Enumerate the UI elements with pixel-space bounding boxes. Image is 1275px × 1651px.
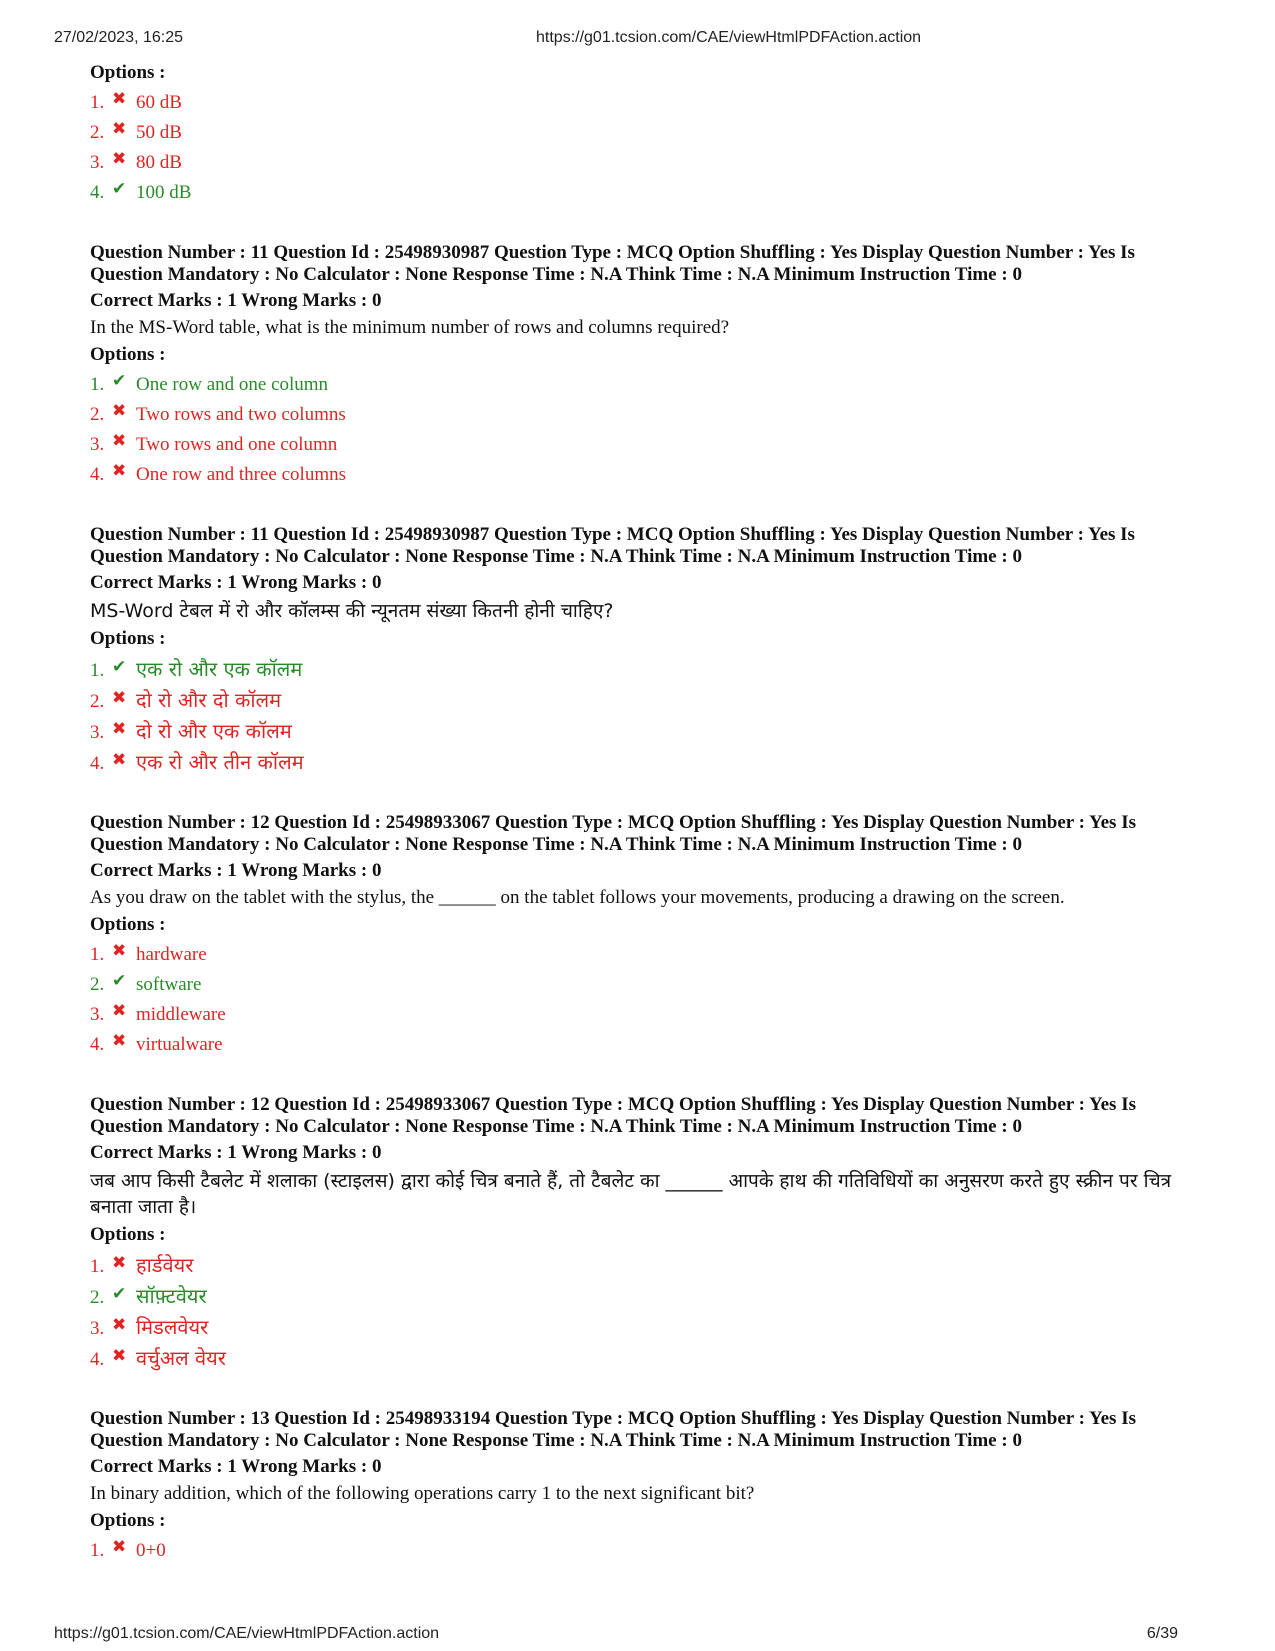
cross-icon: ✖ [112, 431, 127, 450]
question-block [90, 524, 1200, 778]
cross-icon: ✖ [112, 119, 127, 138]
cross-icon: ✖ [112, 461, 127, 480]
cross-icon: ✖ [112, 1315, 127, 1334]
option: 2. ✖ दो रो और दो कॉलम [90, 685, 1200, 716]
question-paper [90, 58, 1200, 1566]
option: 1. ✖ hardware [90, 940, 1200, 970]
question-block [90, 812, 1200, 1060]
options-label: Options : [90, 344, 166, 365]
question-marks: Correct Marks : 1 Wrong Marks : 0 [90, 1456, 382, 1477]
option: 4. ✖ One row and three columns [90, 460, 1200, 490]
cross-icon: ✖ [112, 149, 127, 168]
option: 1. ✔ एक रो और एक कॉलम [90, 654, 1200, 685]
check-icon: ✔ [112, 971, 127, 990]
options-label: Options : [90, 1224, 166, 1245]
print-datetime: 27/02/2023, 16:25 [54, 29, 184, 46]
question-marks: Correct Marks : 1 Wrong Marks : 0 [90, 290, 382, 311]
page-number: 6/39 [1146, 1625, 1178, 1642]
question-marks: Correct Marks : 1 Wrong Marks : 0 [90, 860, 382, 881]
option: 1. ✖ हार्डवेयर [90, 1250, 1200, 1281]
question-meta: Question Mandatory : No Calculator : None Response Time : N.A Think Time : N.A Minimum Instruction Time : 0 [90, 264, 1022, 285]
question-meta: Question Number : 13 Question Id : 25498933194 Question Type : MCQ Option Shuffling : Yes Display Question Number : Yes Is [90, 1408, 1136, 1429]
options-label: Options : [90, 1510, 166, 1531]
option: 1. ✔ One row and one column [90, 370, 1200, 400]
option: 2. ✖ 50 dB [90, 118, 1200, 148]
option: 3. ✖ middleware [90, 1000, 1200, 1030]
question-meta: Question Mandatory : No Calculator : None Response Time : N.A Think Time : N.A Minimum Instruction Time : 0 [90, 546, 1022, 567]
cross-icon: ✖ [112, 1001, 127, 1020]
question-meta: Question Number : 11 Question Id : 25498930987 Question Type : MCQ Option Shuffling : Yes Display Question Number : Yes Is [90, 524, 1135, 545]
check-icon: ✔ [112, 371, 127, 390]
check-icon: ✔ [112, 179, 127, 198]
option: 4. ✖ एक रो और तीन कॉलम [90, 747, 1200, 778]
question-text: As you draw on the tablet with the stylus, the ______ on the tablet follows your movements, producing a drawing on the screen. [90, 887, 1065, 908]
footer-url: https://g01.tcsion.com/CAE/viewHtmlPDFAction.action [54, 1625, 440, 1642]
option: 2. ✔ सॉफ़्टवेयर [90, 1281, 1200, 1312]
question-marks: Correct Marks : 1 Wrong Marks : 0 [90, 1142, 382, 1163]
question-meta: Question Number : 12 Question Id : 25498933067 Question Type : MCQ Option Shuffling : Yes Display Question Number : Yes Is [90, 812, 1136, 833]
cross-icon: ✖ [112, 1346, 127, 1365]
option: 4. ✖ virtualware [90, 1030, 1200, 1060]
check-icon: ✔ [112, 1284, 127, 1303]
question-meta: Question Mandatory : No Calculator : None Response Time : N.A Think Time : N.A Minimum Instruction Time : 0 [90, 834, 1022, 855]
question-block [90, 1094, 1200, 1374]
question-marks: Correct Marks : 1 Wrong Marks : 0 [90, 572, 382, 593]
option: 3. ✖ 80 dB [90, 148, 1200, 178]
question-text: In binary addition, which of the following operations carry 1 to the next significant bit? [90, 1483, 755, 1504]
cross-icon: ✖ [112, 688, 127, 707]
option: 3. ✖ दो रो और एक कॉलम [90, 716, 1200, 747]
question-meta: Question Number : 12 Question Id : 25498933067 Question Type : MCQ Option Shuffling : Yes Display Question Number : Yes Is [90, 1094, 1136, 1115]
cross-icon: ✖ [112, 719, 127, 738]
cross-icon: ✖ [112, 1031, 127, 1050]
options-label: Options : [90, 914, 166, 935]
option: 2. ✔ software [90, 970, 1200, 1000]
cross-icon: ✖ [112, 89, 127, 108]
cross-icon: ✖ [112, 1537, 127, 1556]
cross-icon: ✖ [112, 941, 127, 960]
cross-icon: ✖ [112, 750, 127, 769]
option: 3. ✖ Two rows and one column [90, 430, 1200, 460]
option: 4. ✖ वर्चुअल वेयर [90, 1343, 1200, 1374]
previous-question-tail [90, 61, 1200, 208]
option: 4. ✔ 100 dB [90, 178, 1200, 208]
option: 3. ✖ मिडलवेयर [90, 1312, 1200, 1343]
question-block [90, 1408, 1200, 1566]
question-text: MS-Word टेबल में रो और कॉलम्स की न्यूनतम संख्या कितनी होनी चाहिए? [90, 600, 614, 622]
option: 2. ✖ Two rows and two columns [90, 400, 1200, 430]
option: 1. ✖ 0+0 [90, 1536, 1200, 1566]
print-url: https://g01.tcsion.com/CAE/viewHtmlPDFAction.action [536, 29, 922, 46]
cross-icon: ✖ [112, 401, 127, 420]
check-icon: ✔ [112, 657, 127, 676]
question-meta: Question Mandatory : No Calculator : None Response Time : N.A Think Time : N.A Minimum Instruction Time : 0 [90, 1430, 1022, 1451]
cross-icon: ✖ [112, 1253, 127, 1272]
question-meta: Question Mandatory : No Calculator : None Response Time : N.A Think Time : N.A Minimum Instruction Time : 0 [90, 1116, 1022, 1137]
options-label: Options : [90, 628, 166, 649]
option: 1. ✖ 60 dB [90, 88, 1200, 118]
options-label: Options : [90, 62, 166, 83]
question-text: In the MS-Word table, what is the minimum number of rows and columns required? [90, 317, 730, 338]
question-meta: Question Number : 11 Question Id : 25498930987 Question Type : MCQ Option Shuffling : Yes Display Question Number : Yes Is [90, 242, 1135, 263]
question-block [90, 242, 1200, 490]
question-text: जब आप किसी टैबलेट में शलाका (स्टाइलस) द्वारा कोई चित्र बनाते हैं, तो टैबलेट का ______ आपके हाथ की गतिविधियों का अनुसरण करते हुए स्क्रीन पर चित्र बनाता जाता है। [90, 1170, 1172, 1218]
